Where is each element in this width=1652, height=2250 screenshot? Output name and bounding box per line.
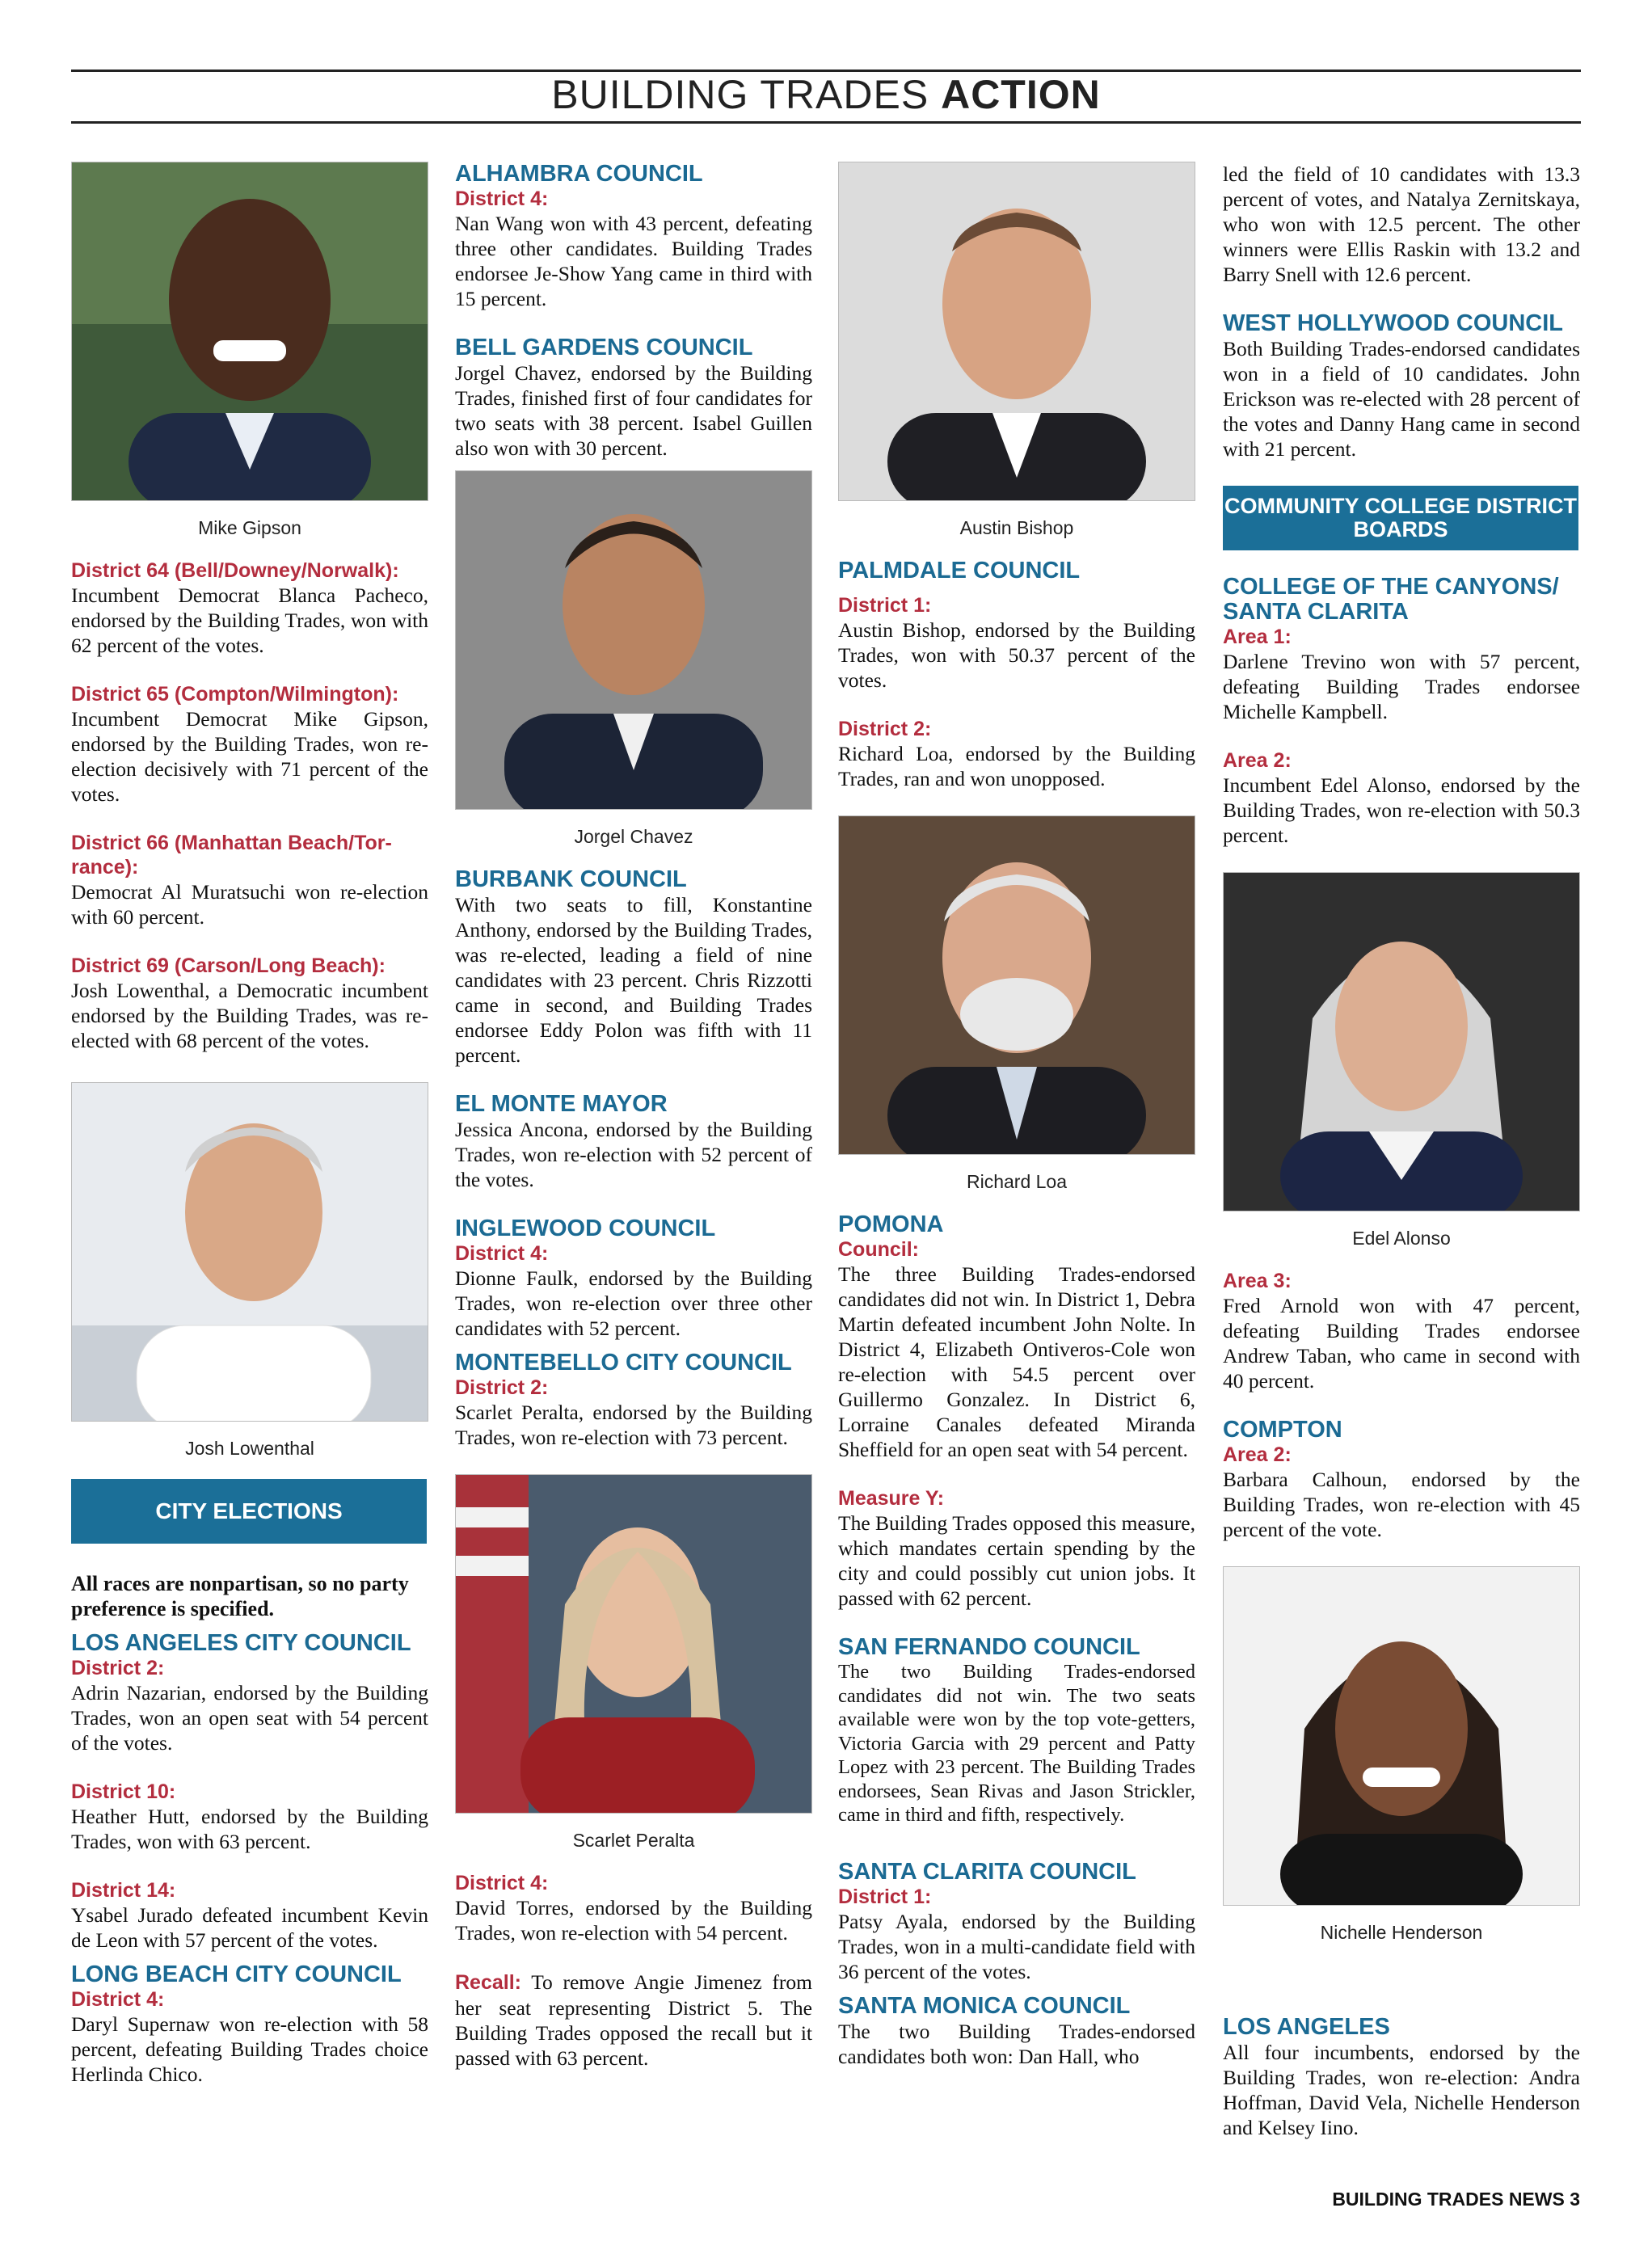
inglewood-district-label: District 4: [455, 1242, 549, 1265]
palmdale-district-2-text: Richard Loa, endorsed by the Building Trades, ran and won unopposed. [838, 742, 1195, 790]
la-district-10-text: Heather Hutt, endorsed by the Building Trades, won with 63 percent. [71, 1805, 428, 1853]
column-4 [1223, 162, 1580, 2140]
palmdale-district-1-text: Austin Bishop, endorsed by the Building Trades, won with 50.37 percent of the votes. [838, 618, 1195, 692]
photo-edel-alonso [1223, 872, 1580, 1211]
san-fernando-heading: SAN FERNANDO COUNCIL [838, 1634, 1140, 1660]
el-monte-text: Jessica Ancona, endorsed by the Building Trades, won re-election with 52 percent of the votes. [455, 1118, 812, 1191]
santa-monica-continued-text: led the field of 10 candidates with 13.3 percent of votes, and Natalya Zernitskaya, who won with 12.5 percent. The other winners were Ellis Raskin with 13.2 and Barry Snell with 12.6 percent. [1223, 162, 1580, 286]
montebello-heading: MONTEBELLO CITY COUNCIL [455, 1350, 792, 1376]
compton-area-label: Area 2: [1223, 1443, 1292, 1466]
district-69-heading: District 69 (Carson/Long Beach): [71, 954, 386, 977]
santa-clarita-text: Patsy Ayala, endorsed by the Building Trades, won in a multi-candidate field with 36 percent of the votes. [838, 1909, 1195, 1983]
area-1-text: Darlene Trevino won with 57 percent, defeating Building Trades endorsee Michelle Kampbell. [1223, 650, 1580, 723]
city-elections-banner: CITY ELECTIONS [71, 1479, 427, 1544]
pomona-council-text: The three Building Trades-endorsed candidates did not win. In District 1, Debra Martin defeated incumbent John Nolte. In District 4, Elizabeth Ontiveros-Cole won re-election with 54.5 percent over Guillermo Gonzalez. In District 6, Lorraine Canales defeated Miranda Sheffield for an open seat with 54 percent. [838, 1262, 1195, 1461]
district-69-text: Josh Lowenthal, a Democratic incumbent endorsed by the Building Trades, was re-elected with 68 percent of the votes. [71, 979, 428, 1052]
caption-mike-gipson: Mike Gipson [198, 517, 301, 538]
title-light: BUILDING TRADES [551, 72, 929, 117]
column-3 [838, 162, 1195, 2069]
district-66-text: Democrat Al Muratsuchi won re-election with 60 percent. [71, 880, 428, 929]
santa-monica-text: The two Building Trades-endorsed candidates both won: Dan Hall, who [838, 2019, 1195, 2068]
area-2-text: Incumbent Edel Alonso, endorsed by the Building Trades, won re-election with 50.3 percent. [1223, 773, 1580, 847]
bell-gardens-text: Jorgel Chavez, endorsed by the Building Trades, finished first of four candidates for two seats with 38 percent. Isabel Guillen also won with 30 percent. [455, 361, 812, 460]
title-bold: ACTION [941, 72, 1101, 117]
header-rule [71, 121, 1581, 124]
photo-josh-lowenthal [71, 1082, 428, 1422]
district-66-heading: District 66 (Manhattan Beach/Tor-rance): [71, 832, 392, 879]
measure-y-label: Measure Y: [838, 1487, 945, 1510]
measure-y-text: The Building Trades opposed this measure, which mandates certain spending by the city and could possibly cut union jobs. It passed with 62 percent. [838, 1511, 1195, 1610]
photo-nichelle-henderson [1223, 1566, 1580, 1906]
long-beach-district-4-text: Daryl Supernaw won re-election with 58 percent, defeating Building Trades choice Herlinda Chico. [71, 2012, 428, 2086]
caption-nichelle-henderson: Nichelle Henderson [1320, 1922, 1483, 1943]
los-angeles-heading: LOS ANGELES [1223, 2014, 1390, 2040]
compton-heading: COMPTON [1223, 1417, 1342, 1443]
palmdale-district-2-label: District 2: [838, 718, 932, 740]
column-2 [455, 162, 812, 2071]
caption-josh-lowenthal: Josh Lowenthal [185, 1438, 314, 1459]
inglewood-text: Dionne Faulk, endorsed by the Building Trades, won re-election over three other candidates with 52 percent. [455, 1266, 812, 1340]
palmdale-heading: PALMDALE COUNCIL [838, 558, 1081, 584]
nonpartisan-note: All races are nonpartisan, so no party preference is specified. [71, 1572, 409, 1620]
santa-clarita-district-label: District 1: [838, 1885, 932, 1908]
san-fernando-text: The two Building Trades-endorsed candidates did not win. The two seats available were won by the top vote-getters, Victoria Garcia with 29 percent and Patty Lopez with 23 percent. The Building Trades endorsees, Sean Rivas and Jason Strickler, came in third and fifth, respectively. [838, 1661, 1195, 1826]
montebello-district-2-text: Scarlet Peralta, endorsed by the Building Trades, won re-election with 73 percent. [455, 1401, 812, 1449]
west-hollywood-heading: WEST HOLLYWOOD COUNCIL [1223, 310, 1564, 336]
caption-edel-alonso: Edel Alonso [1352, 1228, 1451, 1249]
west-hollywood-text: Both Building Trades-endorsed candidates won in a field of 10 candidates. John Erickson was re-elected with 28 percent of the votes and Danny Hang came in second with 21 percent. [1223, 337, 1580, 461]
page-footer: BUILDING TRADES NEWS 3 [1332, 2189, 1580, 2210]
caption-scarlet-peralta: Scarlet Peralta [572, 1830, 695, 1851]
montebello-district-4-text: David Torres, endorsed by the Building Trades, won re-election with 54 percent. [455, 1896, 812, 1945]
santa-clarita-heading: SANTA CLARITA COUNCIL [838, 1858, 1136, 1885]
photo-richard-loa [838, 815, 1195, 1155]
los-angeles-text: All four incumbents, endorsed by the Building Trades, won re-election: Andra Hoffman, David Vela, Nichelle Henderson and Kelsey Iino. [1223, 2041, 1580, 2139]
area-3-label: Area 3: [1223, 1270, 1292, 1292]
community-college-banner: COMMUNITY COLLEGE DISTRICT BOARDS [1223, 486, 1578, 550]
photo-scarlet-peralta [455, 1474, 812, 1814]
burbank-heading: BURBANK COUNCIL [455, 866, 687, 892]
district-64-text: Incumbent Democrat Blanca Pacheco, endorsed by the Building Trades, won with 62 percent of the votes. [71, 584, 428, 657]
la-district-14-label: District 14: [71, 1879, 176, 1902]
alhambra-heading: ALHAMBRA COUNCIL [455, 161, 703, 187]
pomona-heading: POMONA [838, 1211, 944, 1237]
area-3-text: Fred Arnold won with 47 percent, defeating Building Trades endorsee Andrew Taban, who came in second with 40 percent. [1223, 1294, 1580, 1393]
compton-text: Barbara Calhoun, endorsed by the Building Trades, won re-election with 45 percent of the vote. [1223, 1468, 1580, 1541]
la-city-council-heading: LOS ANGELES CITY COUNCIL [71, 1630, 411, 1656]
district-65-text: Incumbent Democrat Mike Gipson, endorsed by the Building Trades, won re-election decisively with 71 percent of the votes. [71, 707, 428, 806]
la-district-2-text: Adrin Nazarian, endorsed by the Building Trades, won an open seat with 54 percent of the votes. [71, 1681, 428, 1755]
photo-jorgel-chavez [455, 470, 812, 810]
alhambra-district-label: District 4: [455, 188, 549, 210]
la-district-10-label: District 10: [71, 1780, 176, 1803]
recall-text: To remove Angie Jimenez from her seat representing District 5. The Building Trades opposed the recall but it passed with 63 percent. [455, 1970, 812, 2070]
recall-paragraph [455, 1970, 812, 2071]
long-beach-council-heading: LONG BEACH CITY COUNCIL [71, 1961, 402, 1987]
photo-austin-bishop [838, 162, 1195, 501]
area-1-label: Area 1: [1223, 626, 1292, 648]
montebello-district-2-label: District 2: [455, 1376, 549, 1399]
el-monte-heading: EL MONTE MAYOR [455, 1091, 668, 1117]
district-65-heading: District 65 (Compton/Wilmington): [71, 683, 399, 706]
photo-mike-gipson [71, 162, 428, 501]
alhambra-text: Nan Wang won with 43 percent, defeating three other candidates. Building Trades endorsee Je-Show Yang came in third with 15 percent. [455, 212, 812, 310]
caption-jorgel-chavez: Jorgel Chavez [574, 826, 693, 847]
long-beach-district-4-label: District 4: [71, 1988, 165, 2011]
palmdale-district-1-label: District 1: [838, 594, 932, 617]
la-district-2-label: District 2: [71, 1657, 165, 1679]
santa-monica-heading: SANTA MONICA COUNCIL [838, 1992, 1131, 2019]
montebello-district-4-label: District 4: [455, 1872, 549, 1894]
page-title [71, 71, 1581, 118]
caption-austin-bishop: Austin Bishop [959, 517, 1074, 538]
pomona-council-label: Council: [838, 1238, 919, 1261]
la-district-14-text: Ysabel Jurado defeated incumbent Kevin de Leon with 57 percent of the votes. [71, 1903, 428, 1952]
college-of-the-canyons-heading: COLLEGE OF THE CANYONS/ SANTA CLARITA [1223, 574, 1559, 625]
recall-label: Recall: [455, 1971, 521, 1994]
area-2-label: Area 2: [1223, 749, 1292, 772]
burbank-text: With two seats to fill, Konstantine Anthony, endorsed by the Building Trades, was re-elected, leading a field of nine candidates with 23 percent. Chris Rizzotti came in second, and Building Trades endorsee Eddy Polon was fifth with 11 percent. [455, 893, 812, 1067]
bell-gardens-heading: BELL GARDENS COUNCIL [455, 335, 753, 360]
inglewood-heading: INGLEWOOD COUNCIL [455, 1216, 716, 1241]
caption-richard-loa: Richard Loa [966, 1171, 1068, 1192]
district-64-heading: District 64 (Bell/Downey/Norwalk): [71, 559, 399, 582]
column-1 [71, 162, 428, 2087]
